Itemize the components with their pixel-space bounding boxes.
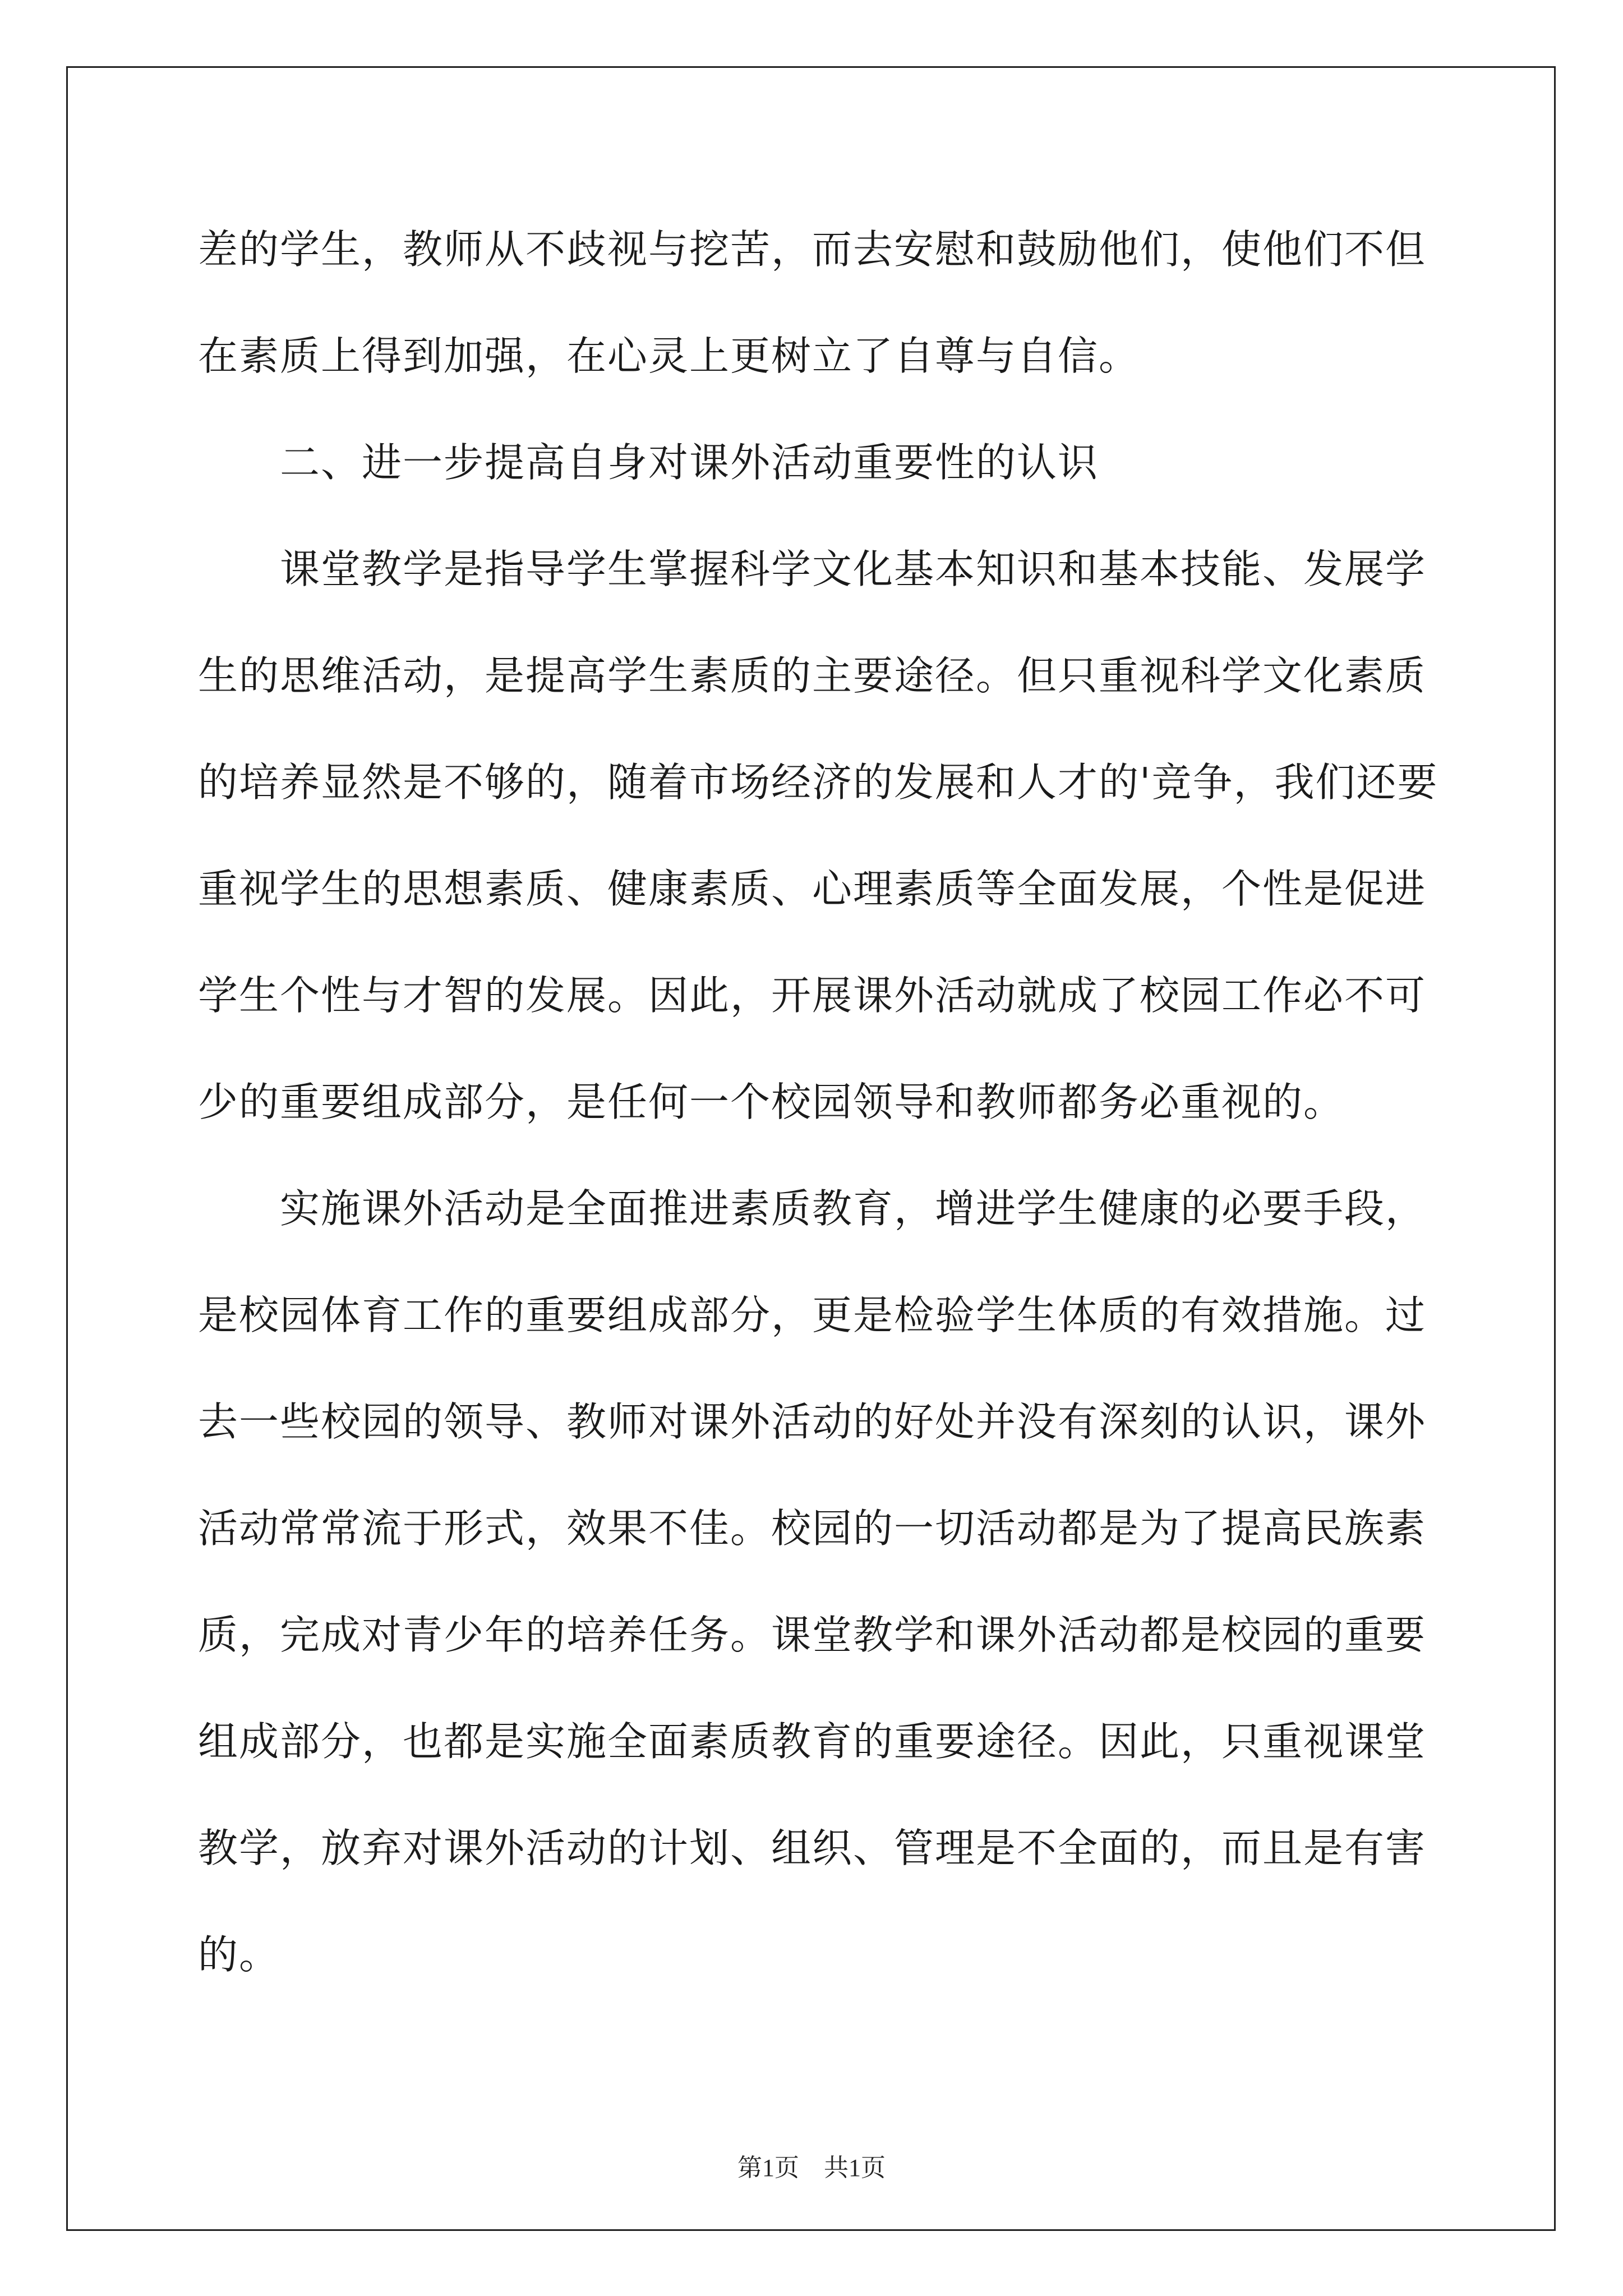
text-line: 生的思维活动，是提高学生素质的主要途径。但只重视科学文化素质 <box>198 652 1427 699</box>
text-line: 教学，放弃对课外活动的计划、组织、管理是不全面的，而且是有害 <box>198 1825 1427 1871</box>
section-heading: 二、进一步提高自身对课外活动重要性的认识 <box>280 439 1099 486</box>
text-line: 去一些校园的领导、教师对课外活动的好处并没有深刻的认识，课外 <box>198 1398 1427 1445</box>
text-line: 课堂教学是指导学生掌握科学文化基本知识和基本技能、发展学 <box>280 546 1427 592</box>
document-body <box>198 213 1438 2025</box>
text-line: 是校园体育工作的重要组成部分，更是检验学生体质的有效措施。过 <box>198 1292 1427 1338</box>
text-line: 活动常常流于形式，效果不佳。校园的一切活动都是为了提高民族素 <box>198 1505 1427 1552</box>
text-line: 重视学生的思想素质、健康素质、心理素质等全面发展，个性是促进 <box>198 866 1427 912</box>
text-line: 少的重要组成部分，是任何一个校园领导和教师都务必重视的。 <box>198 1079 1345 1125</box>
text-line: 在素质上得到加强，在心灵上更树立了自尊与自信。 <box>198 333 1140 379</box>
text-line: 实施课外活动是全面推进素质教育，增进学生健康的必要手段， <box>280 1185 1427 1232</box>
text-line: 的培养显然是不够的，随着市场经济的发展和人才的'竞争，我们还要 <box>198 759 1438 806</box>
text-line: 学生个性与才智的发展。因此，开展课外活动就成了校园工作必不可 <box>198 972 1427 1019</box>
text-line: 差的学生，教师从不歧视与挖苦，而去安慰和鼓励他们，使他们不但 <box>198 226 1427 273</box>
page-number-footer: 第1页 共1页 <box>737 2154 886 2182</box>
text-line: 的。 <box>198 1931 280 1978</box>
text-line: 组成部分，也都是实施全面素质教育的重要途径。因此，只重视课堂 <box>198 1718 1427 1765</box>
text-line: 质，完成对青少年的培养任务。课堂教学和课外活动都是校园的重要 <box>198 1612 1427 1658</box>
